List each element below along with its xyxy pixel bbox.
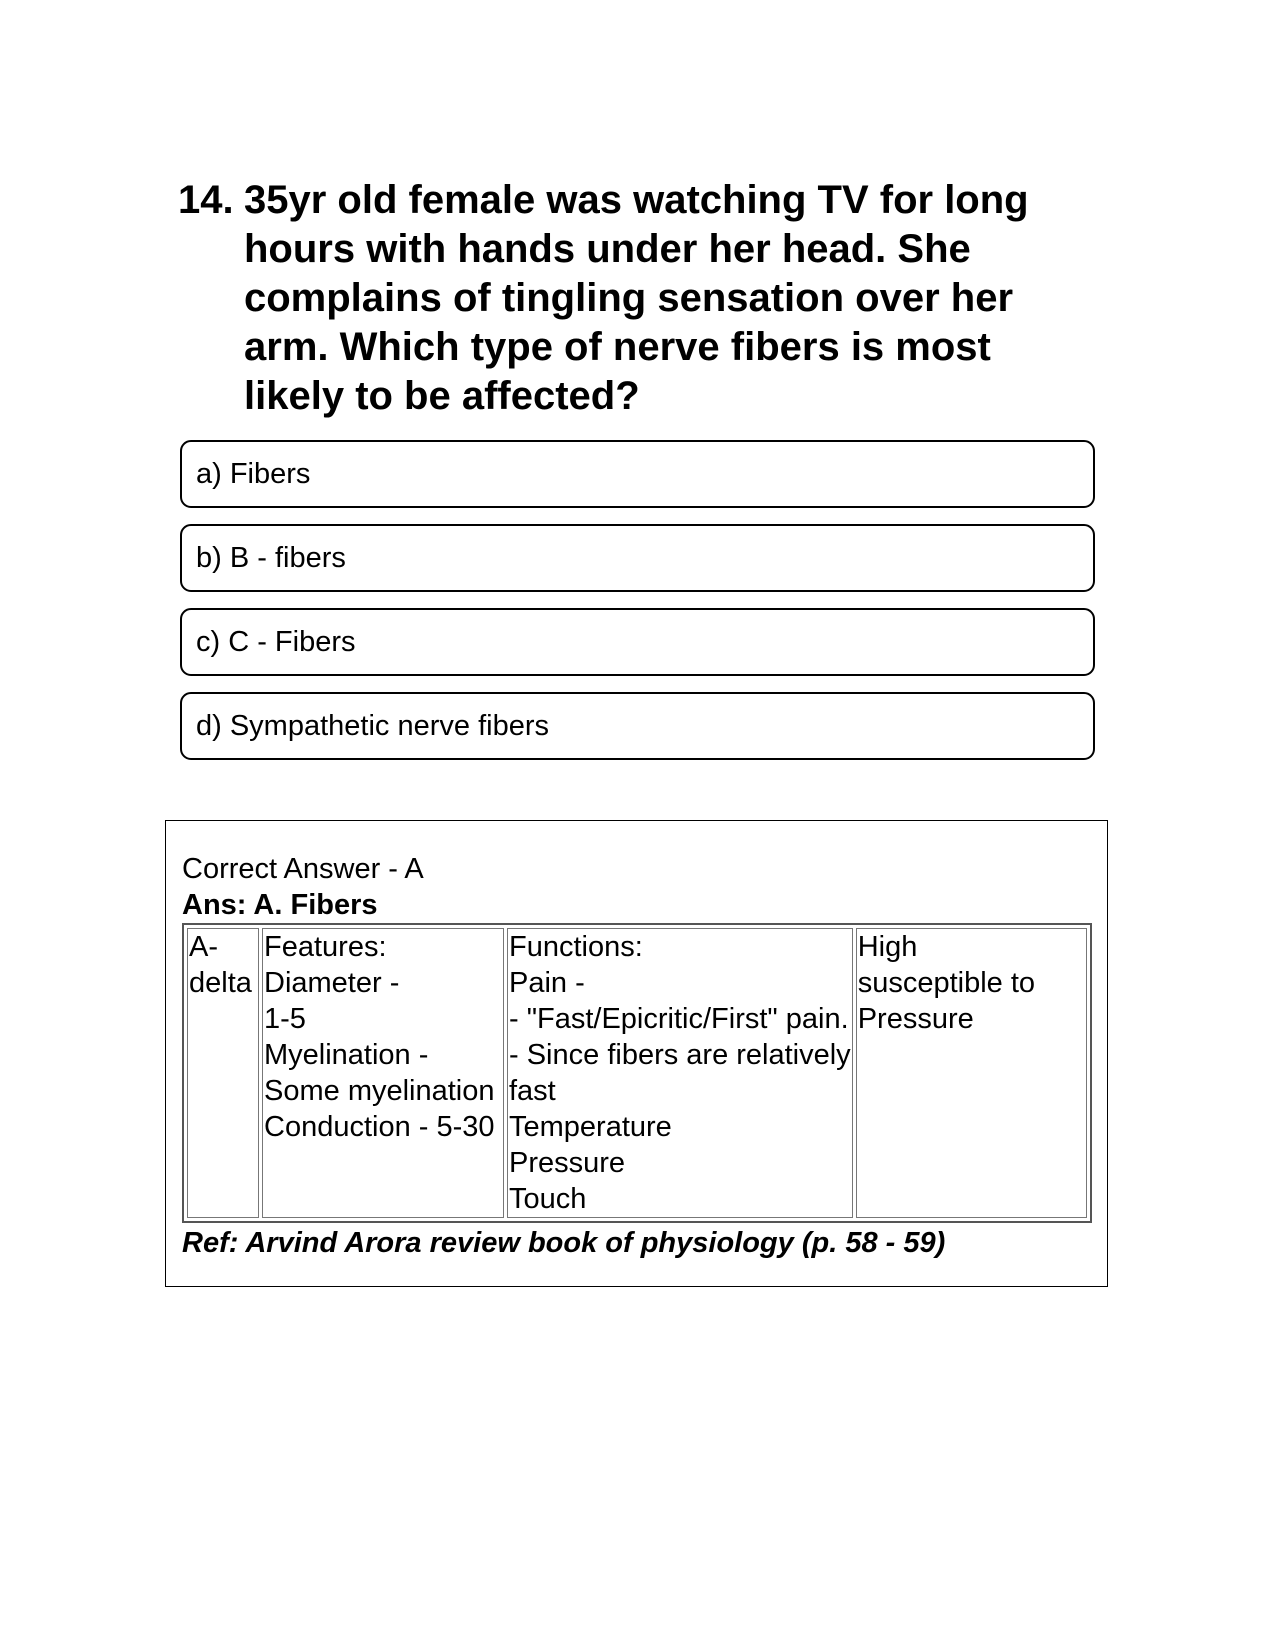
reference-text: Ref: Arvind Arora review book of physiology (p. 58 - 59) [182, 1227, 946, 1259]
susceptibility-line: Pressure [857, 1003, 974, 1035]
options-list [180, 440, 1095, 776]
features-line: Features: [264, 931, 387, 963]
fiber-table [182, 923, 1092, 1223]
functions-line: Functions: [509, 931, 643, 963]
functions-line: - Since fibers are relatively [509, 1039, 851, 1071]
question [178, 176, 1098, 421]
susceptibility-cell [856, 928, 1087, 1218]
correct-answer-text: Correct Answer - A [182, 853, 424, 885]
option-d[interactable]: d) Sympathetic nerve fibers [180, 692, 1095, 760]
features-line: Diameter - [264, 967, 400, 999]
features-line: Myelination - [264, 1039, 429, 1071]
option-b[interactable]: b) B - fibers [180, 524, 1095, 592]
option-a[interactable]: a) Fibers [180, 440, 1095, 508]
functions-line: fast [509, 1075, 556, 1107]
fiber-type-line: A- [189, 931, 218, 963]
functions-line: Touch [509, 1183, 587, 1215]
susceptibility-line: susceptible to [857, 967, 1036, 999]
question-text: 35yr old female was watching TV for long hours with hands under her head. She complains of tingling sensation over her arm. Which type of nerve fibers is most likely to be affected? [244, 178, 1029, 418]
fiber-type-line: delta [189, 967, 252, 999]
features-line: 1-5 [264, 1003, 306, 1035]
fiber-type-cell [187, 928, 259, 1218]
features-line: Conduction - 5-30 [264, 1111, 495, 1143]
functions-line: Pressure [509, 1147, 626, 1179]
answer-content [182, 851, 1092, 1261]
features-cell [262, 928, 504, 1218]
functions-cell [507, 928, 853, 1218]
features-line: Some myelination [264, 1075, 495, 1107]
answer-explanation-title: Ans: A. Fibers [182, 889, 378, 921]
functions-line: Temperature [509, 1111, 672, 1143]
option-c[interactable]: c) C - Fibers [180, 608, 1095, 676]
functions-line: - "Fast/Epicritic/First" pain. [509, 1003, 849, 1035]
susceptibility-line: High [857, 931, 918, 963]
table-row [187, 928, 1087, 1218]
question-number: 14. [178, 178, 234, 222]
answer-box [165, 820, 1108, 1287]
functions-line: Pain - [509, 967, 585, 999]
